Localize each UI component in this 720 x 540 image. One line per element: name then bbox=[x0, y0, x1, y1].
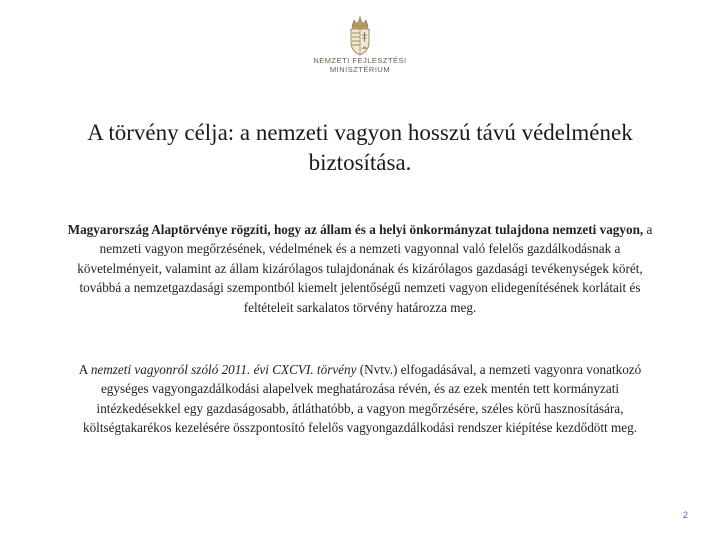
paragraph-1-bold: Magyarország Alaptörvénye rögzíti, hogy az állam és a helyi önkormányzat tulajdona nemzeti vagyon, bbox=[67, 222, 644, 237]
paragraph-1-rest: a nemzeti vagyon megőrzésének, védelmének és a nemzeti vagyonnal való felelős gazdálkodásnak a követelményeit, valamint az állam kizárólagos tulajdonának és kizárólagos gazdasági tevékenységek körét, továbbá a nemzetgazdasági szempontból kiemelt jelentőségű nemzeti vagyon elidegenítésének korlátait és feltételeit sarkalatos törvény határozza meg. bbox=[77, 222, 653, 315]
paragraph-2-lead: A bbox=[78, 362, 91, 377]
page-number: 2 bbox=[683, 510, 689, 520]
paragraph-2-italic: nemzeti vagyonról szóló 2011. évi CXCVI. törvény bbox=[90, 362, 357, 377]
paragraph-2 bbox=[62, 360, 658, 438]
ministry-logo bbox=[300, 16, 420, 88]
slide-title: A törvény célja: a nemzeti vagyon hosszú távú védelmének biztosítása. bbox=[87, 120, 633, 175]
paragraph-2-rest: (Nvtv.) elfogadásával, a nemzeti vagyonra vonatkozó egységes vagyongazdálkodási alapelvek meghatározása révén, és az ezek mentén tett kormányzati intézkedésekkel egy gazdaságosabb, átláthatóbb, a vagyon megőrzésére, széles körű hasznosítására, költségtakarékos kezelésére összpontosító felelős vagyongazdálkodási rendszer kiépítése kezdődött meg. bbox=[82, 362, 642, 436]
coat-of-arms-icon bbox=[347, 16, 373, 56]
paragraph-1 bbox=[62, 220, 658, 317]
logo-text-line1: NEMZETI FEJLESZTÉSI bbox=[313, 56, 407, 65]
logo-text-line2: MINISZTÉRIUM bbox=[329, 65, 391, 74]
